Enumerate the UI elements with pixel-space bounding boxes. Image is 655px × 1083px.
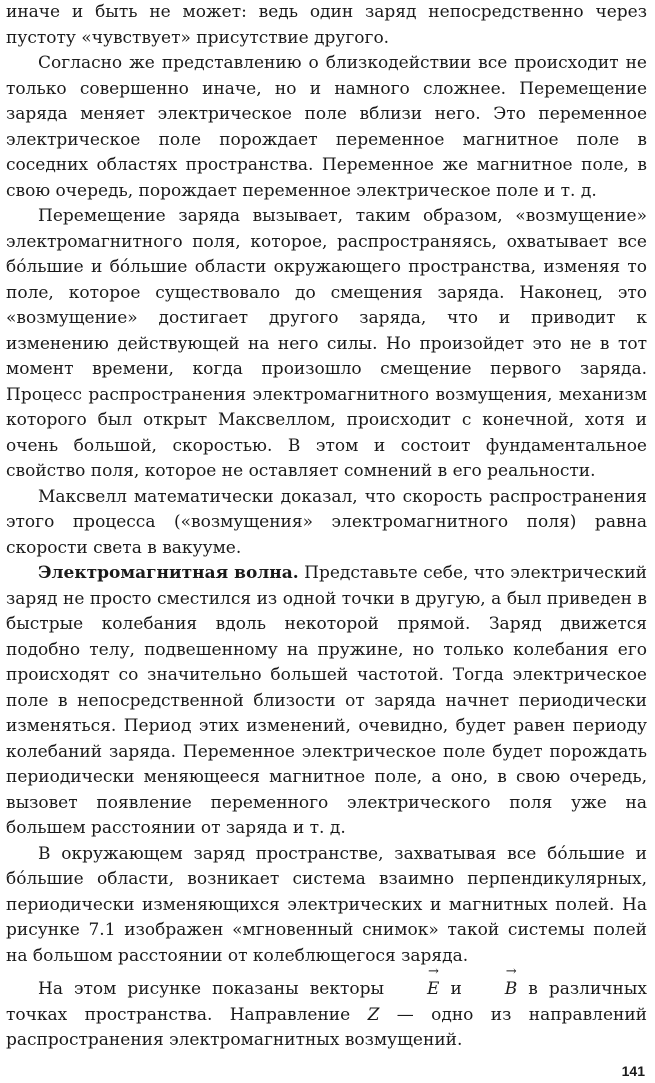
- section-heading-em-wave: Электромагнитная волна.: [38, 563, 299, 583]
- paragraph-maxwell-speed: Максвелл математически доказал, что скорость распространения этого процесса («возмущения» электромагнитного поля) равна скорости света в вакууме.: [6, 486, 647, 558]
- vectors-text-3: в различных точках пространства. Направление: [6, 979, 647, 1025]
- page-number: 141: [621, 1063, 645, 1079]
- paragraph-gap: [6, 969, 647, 977]
- book-page: [6, 0, 647, 1083]
- vectors-text-1: На этом рисунке показаны векторы: [38, 979, 396, 999]
- paragraph-vectors: [6, 977, 647, 1054]
- paragraph-continued: иначе и быть не может: ведь один заряд непосредственно через пустоту «чувствует» присутствие другого.: [6, 2, 647, 48]
- paragraph-em-wave: [6, 561, 647, 842]
- direction-z-symbol: Z: [367, 1004, 380, 1025]
- vectors-text-4: — одно из направлений распространения электромагнитных возмущений.: [6, 1004, 647, 1050]
- vectors-text-2: и: [439, 979, 473, 999]
- paragraph-field-disturbance: Перемещение заряда вызывает, таким образом, «возмущение» электромагнитного поля, которое, распространяясь, охватывает все бóльшие и бóльшие области окружающего пространства, изменяя то поле, которое существовало до смещения заряда. Наконец, это «возмущение» достигает другого заряда, что и приводит к изменению действующей на него силы. Но произойдет это не в тот момент времени, когда произошло смещение первого заряда. Процесс распространения электромагнитного возмущения, механизм которого был открыт Максвеллом, происходит с конечной, хотя и очень большой, скоростью. В этом и состоит фундаментальное свойство поля, которое не оставляет сомнений в его реальности.: [6, 206, 647, 481]
- vector-e-symbol: → E: [395, 977, 439, 1003]
- paragraph-close-action: Согласно же представлению о близкодействии все происходит не только совершенно иначе, но и намного сложнее. Перемещение заряда меняет электрическое поле вблизи него. Это переменное электрическое поле порождает переменное магнитное поле в соседних областях пространства. Переменное же магнитное поле, в свою очередь, порождает переменное электрическое поле и т. д.: [6, 53, 647, 201]
- paragraph-field-system: В окружающем заряд пространстве, захватывая все бóльшие и бóльшие области, возникает система взаимно перпендикулярных, периодически изменяющихся электрических и магнитных полей. На рисунке 7.1 изображен «мгновенный снимок» такой системы полей на большом расстоянии от колеблющегося заряда.: [6, 843, 647, 966]
- vector-b-symbol: → B: [473, 977, 518, 1003]
- paragraph-em-wave-text: Представьте себе, что электрический заряд не просто сместился из одной точки в другую, а был приведен в быстрые колебания вдоль некоторой прямой. Заряд движется подобно телу, подвешенному на пружине, но только колебания его происходят со значительно большей частотой. Тогда электрическое поле в непосредственной близости от заряда начнет периодически изменяться. Период этих изменений, очевидно, будет равен периоду колебаний заряда. Переменное электрическое поле будет порождать периодически меняющееся магнитное поле, а оно, в свою очередь, вызовет появление переменного электрического поля уже на большем расстоянии от заряда и т. д.: [6, 563, 647, 838]
